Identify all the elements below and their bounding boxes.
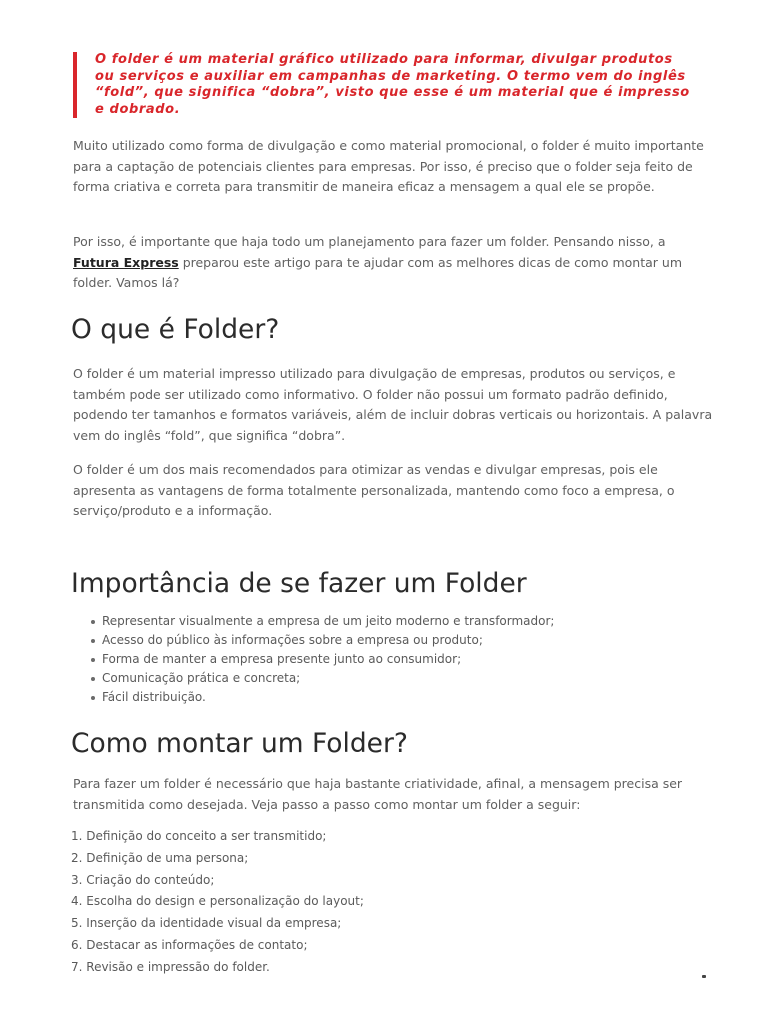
- list-item: Forma de manter a empresa presente junto ao consumidor;: [102, 650, 554, 669]
- section-title-importance: Importância de se fazer um Folder: [71, 568, 527, 599]
- futura-express-link[interactable]: Futura Express: [73, 254, 179, 270]
- section1-paragraph-1: O folder é um material impresso utilizado para divulgação de empresas, produtos ou serviços, e também pode ser utilizado como informativo. O folder não possui um formato padrão definido, podendo ter tamanhos e formatos variáveis, além de incluir dobras verticais ou horizontais. A palavra vem do inglês “fold”, que significa “dobra”.: [73, 366, 713, 443]
- list-item: 3. Criação do conteúdo;: [71, 872, 215, 887]
- list-item: 7. Revisão e impressão do folder.: [71, 959, 270, 974]
- list-item: Acesso do público às informações sobre a empresa ou produto;: [102, 631, 554, 650]
- section-title-how-to-make: Como montar um Folder?: [71, 728, 408, 759]
- list-item: Comunicação prática e concreta;: [102, 669, 554, 688]
- section1-paragraph-2: O folder é um dos mais recomendados para otimizar as vendas e divulgar empresas, pois ele apresenta as vantagens de forma totalmente personalizada, mantendo como foco a empresa, o serviço/produto e a informação.: [73, 462, 675, 518]
- intro-paragraph-2-start: Por isso, é importante que haja todo um planejamento para fazer um folder. Pensando nisso, a: [73, 234, 666, 249]
- stray-mark: [702, 975, 706, 978]
- section3-paragraph-1: Para fazer um folder é necessário que haja bastante criatividade, afinal, a mensagem precisa ser transmitida como desejada. Veja passo a passo como montar um folder a seguir:: [73, 776, 683, 812]
- intro-paragraph-2: [73, 232, 713, 294]
- intro-paragraph-2-end: preparou este artigo para te ajudar com as melhores dicas de como montar um folder. Vamos lá?: [73, 254, 683, 290]
- importance-list: [88, 612, 554, 707]
- list-item: Representar visualmente a empresa de um jeito moderno e transformador;: [102, 612, 554, 631]
- list-item: 2. Definição de uma persona;: [71, 850, 249, 865]
- section-title-what-is-folder: O que é Folder?: [71, 314, 280, 345]
- list-item: 1. Definição do conceito a ser transmitido;: [71, 829, 327, 843]
- steps-list: [71, 826, 364, 979]
- list-item: 5. Inserção da identidade visual da empresa;: [71, 916, 342, 931]
- list-item: 6. Destacar as informações de contato;: [71, 937, 308, 952]
- intro-quote-text: O folder é um material gráfico utilizado para informar, divulgar produtos ou serviços e auxiliar em campanhas de marketing. O termo vem do inglês “fold”, que significa “dobra”, visto que esse é um material que é impresso e dobrado.: [95, 52, 690, 117]
- intro-paragraph-1: Muito utilizado como forma de divulgação e como material promocional, o folder é muito importante para a captação de potenciais clientes para empresas. Por isso, é preciso que o folder seja feito de forma criativa e correta para transmitir de maneira eficaz a mensagem a qual ele se propõe.: [73, 138, 704, 194]
- intro-quote: [73, 52, 695, 118]
- list-item: 4. Escolha do design e personalização do layout;: [71, 894, 364, 909]
- list-item: Fácil distribuição.: [102, 688, 554, 707]
